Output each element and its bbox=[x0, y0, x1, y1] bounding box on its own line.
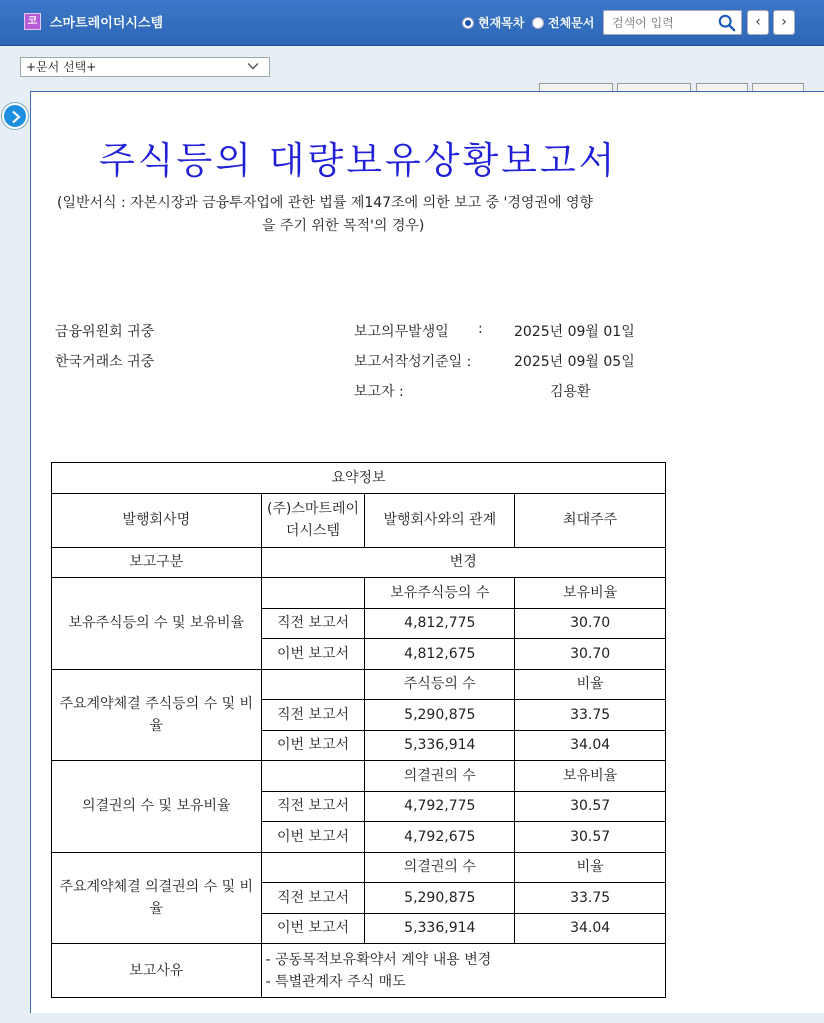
curr-report-label: 이번 보고서 bbox=[261, 639, 365, 670]
table-row bbox=[52, 852, 666, 883]
column-header: 비율 bbox=[515, 669, 666, 700]
document-title: 주식등의 대량보유상황보고서 bbox=[99, 139, 618, 182]
table-cell: 30.57 bbox=[515, 822, 666, 853]
radio-selected-icon[interactable] bbox=[462, 17, 474, 29]
basis-date-label: 보고서작성기준일 : bbox=[354, 354, 472, 370]
relation-label: 발행회사와의 관계 bbox=[365, 493, 515, 547]
sidebar-toggle-button[interactable] bbox=[2, 103, 28, 129]
table-cell: 33.75 bbox=[515, 700, 666, 731]
search-icon[interactable] bbox=[718, 14, 736, 32]
table-cell: 4,792,675 bbox=[365, 822, 515, 853]
reason-item: - 특별관계자 주식 매도 bbox=[265, 973, 406, 990]
summary-caption: 요약정보 bbox=[52, 463, 666, 494]
column-header: 의결권의 수 bbox=[365, 852, 515, 883]
curr-report-label: 이번 보고서 bbox=[261, 913, 365, 944]
table-cell bbox=[261, 669, 365, 700]
reason-list bbox=[261, 944, 665, 998]
radio-all-label: 전체문서 bbox=[548, 16, 595, 30]
column-header: 주식등의 수 bbox=[365, 669, 515, 700]
table-cell bbox=[261, 761, 365, 792]
prev-report-label: 직전 보고서 bbox=[261, 883, 365, 914]
table-cell bbox=[261, 578, 365, 609]
curr-report-label: 이번 보고서 bbox=[261, 730, 365, 761]
document-subtitle-line2: 을 주기 위한 목적'의 경우) bbox=[262, 218, 425, 234]
column-header: 보유비율 bbox=[515, 578, 666, 609]
document-select-value: +문서 선택+ bbox=[26, 60, 97, 74]
document-subtitle-line1: (일반서식 : 자본시장과 금융투자업에 관한 법률 제147조에 의한 보고 중 '경영권에 영향 bbox=[57, 195, 593, 211]
table-row bbox=[52, 578, 666, 609]
chevron-down-icon bbox=[247, 60, 259, 72]
table-cell: 4,812,675 bbox=[365, 639, 515, 670]
obligation-date-value: 2025년 09월 01일 bbox=[514, 324, 635, 340]
radio-unselected-icon[interactable] bbox=[532, 17, 544, 29]
table-row bbox=[52, 944, 666, 998]
table-row bbox=[52, 669, 666, 700]
column-header: 보유주식등의 수 bbox=[365, 578, 515, 609]
table-row bbox=[52, 547, 666, 578]
addressee-krx: 한국거래소 귀중 bbox=[55, 354, 155, 370]
table-cell: 30.57 bbox=[515, 791, 666, 822]
prev-report-label: 직전 보고서 bbox=[261, 791, 365, 822]
obligation-date-sep: : bbox=[478, 321, 483, 337]
reporter-label: 보고자 : bbox=[354, 384, 404, 400]
search-box bbox=[603, 10, 742, 35]
table-row bbox=[52, 761, 666, 792]
table-cell bbox=[261, 852, 365, 883]
basis-date-value: 2025년 09월 05일 bbox=[514, 354, 635, 370]
curr-report-label: 이번 보고서 bbox=[261, 822, 365, 853]
issuer-name: (주)스마트레이더시스템 bbox=[261, 493, 365, 547]
column-header: 비율 bbox=[515, 852, 666, 883]
table-cell: 4,792,775 bbox=[365, 791, 515, 822]
table-row bbox=[52, 463, 666, 494]
issuer-label: 발행회사명 bbox=[52, 493, 262, 547]
table-cell: 5,336,914 bbox=[365, 730, 515, 761]
next-result-button[interactable]: › bbox=[773, 10, 795, 35]
group-label: 보유주식등의 수 및 보유비율 bbox=[52, 578, 262, 670]
table-cell: 4,812,775 bbox=[365, 608, 515, 639]
radio-current-label: 현재목차 bbox=[478, 16, 525, 30]
column-header: 의결권의 수 bbox=[365, 761, 515, 792]
top-bar bbox=[0, 0, 824, 46]
prev-report-label: 직전 보고서 bbox=[261, 608, 365, 639]
table-cell: 34.04 bbox=[515, 913, 666, 944]
group-label: 의결권의 수 및 보유비율 bbox=[52, 761, 262, 853]
document-page bbox=[30, 91, 824, 1013]
group-label: 주요계약체결 주식등의 수 및 비율 bbox=[52, 669, 262, 761]
table-cell: 5,290,875 bbox=[365, 883, 515, 914]
reporter-name: 김용환 bbox=[550, 384, 591, 400]
chevron-right-icon bbox=[10, 110, 22, 124]
obligation-date-label: 보고의무발생일 bbox=[354, 324, 449, 340]
report-type-value: 변경 bbox=[261, 547, 665, 578]
prev-report-label: 직전 보고서 bbox=[261, 700, 365, 731]
group-label: 주요계약체결 의결권의 수 및 비율 bbox=[52, 852, 262, 944]
document-select[interactable] bbox=[20, 57, 270, 77]
relation-value: 최대주주 bbox=[515, 493, 666, 547]
addressee-fsc: 금융위원회 귀중 bbox=[55, 324, 155, 340]
table-cell: 5,290,875 bbox=[365, 700, 515, 731]
reason-item: - 공동목적보유확약서 계약 내용 변경 bbox=[265, 951, 492, 968]
table-row bbox=[52, 493, 666, 547]
table-cell: 30.70 bbox=[515, 639, 666, 670]
search-input[interactable] bbox=[604, 11, 712, 34]
radio-current-toc[interactable] bbox=[462, 14, 524, 31]
table-cell: 33.75 bbox=[515, 883, 666, 914]
radio-all-docs[interactable] bbox=[532, 14, 594, 31]
column-header: 보유비율 bbox=[515, 761, 666, 792]
prev-result-button[interactable]: ‹ bbox=[747, 10, 769, 35]
app-title: 스마트레이더시스템 bbox=[50, 16, 164, 31]
table-cell: 5,336,914 bbox=[365, 913, 515, 944]
reason-label: 보고사유 bbox=[52, 944, 262, 998]
summary-table bbox=[51, 462, 666, 998]
table-cell: 34.04 bbox=[515, 730, 666, 761]
table-cell: 30.70 bbox=[515, 608, 666, 639]
app-logo-icon: 코 bbox=[24, 13, 41, 30]
report-type-label: 보고구분 bbox=[52, 547, 262, 578]
